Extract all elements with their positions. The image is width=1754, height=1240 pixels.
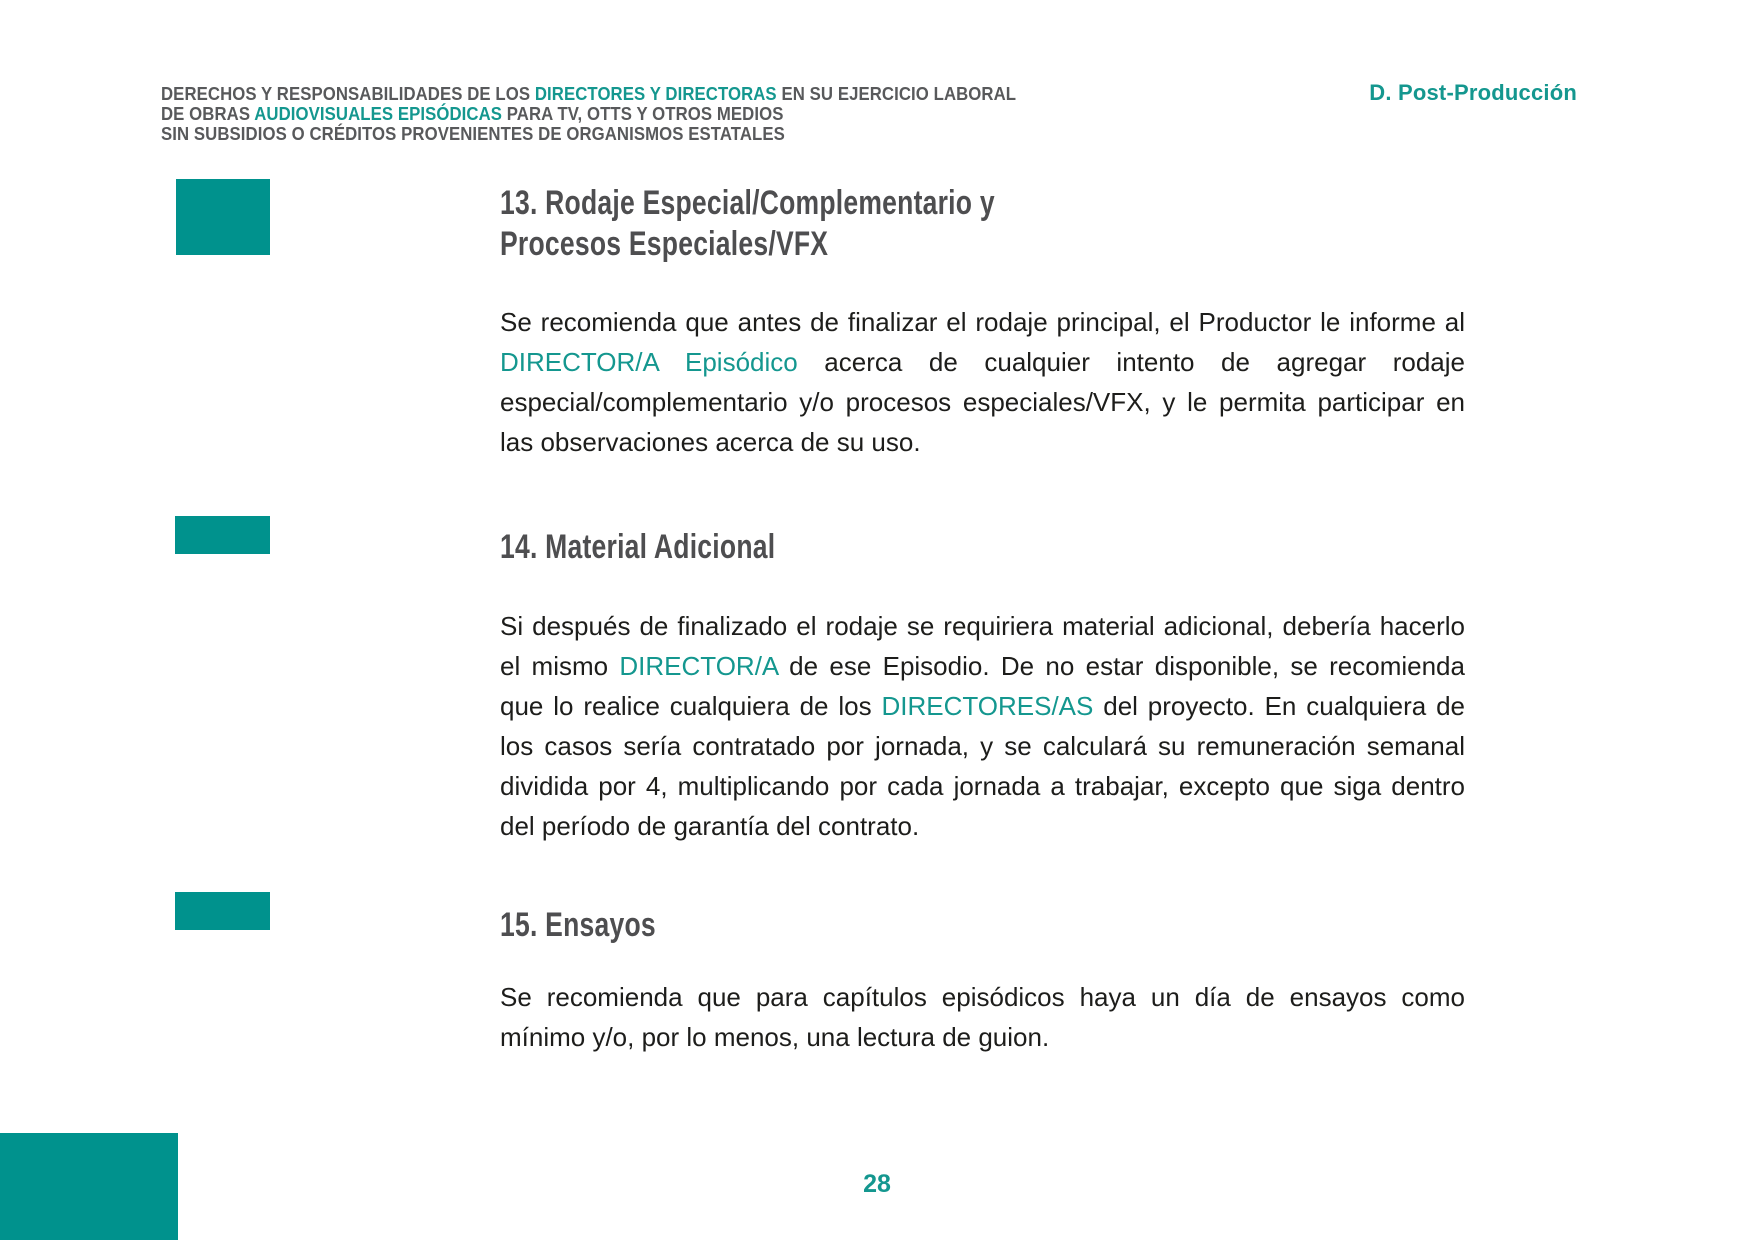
directores-as-highlight: DIRECTORES/AS [881, 691, 1094, 721]
page-number: 28 [863, 1170, 891, 1198]
header-text: DE OBRAS [161, 104, 255, 124]
section-15-heading-line1: 15. Ensayos [500, 906, 656, 944]
header-text: EN SU EJERCICIO LABORAL [776, 84, 1017, 104]
header-line-3: SIN SUBSIDIOS O CRÉDITOS PROVENIENTES DE ORGANISMOS ESTATALES [161, 124, 785, 144]
section-14-heading-line1: 14. Material Adicional [500, 528, 776, 566]
document-title-header [161, 84, 1017, 144]
header-text: PARA TV, OTTS Y OTROS MEDIOS [502, 104, 784, 124]
section-14-paragraph [500, 606, 1465, 846]
paragraph-text: acerca de cualquier intento de agregar rodaje especial/complementario y/o procesos especiales/VFX, y le permita participar en las observaciones acerca de su uso. [500, 347, 1465, 457]
header-highlight-directores: DIRECTORES Y DIRECTORAS [534, 84, 777, 104]
chapter-label: D. Post-Producción [1369, 80, 1577, 105]
paragraph-text: Se recomienda que para capítulos episódicos haya un día de ensayos como mínimo y/o, por lo menos, una lectura de guion. [500, 982, 1465, 1052]
header-line-2 [161, 104, 998, 124]
director-episodico-highlight: DIRECTOR/A Episódico [500, 347, 798, 377]
section-13-heading-line1: 13. Rodaje Especial/Complementario y [500, 184, 995, 222]
section-13-heading [500, 183, 1600, 265]
paragraph-text: del proyecto. En cualquiera de los casos sería contratado por jornada, y se calculará su remuneración semanal dividida por 4, multiplicando por cada jornada a trabajar, excepto que siga dentro del período de garantía del contrato. [500, 691, 1465, 841]
section-13-heading-line2: Procesos Especiales/VFX [500, 225, 829, 263]
header-text: DERECHOS Y RESPONSABILIDADES DE LOS [161, 84, 535, 104]
section-13-paragraph [500, 302, 1465, 462]
bottom-left-corner-block [0, 1133, 178, 1240]
section-14-heading [500, 527, 1600, 568]
paragraph-text: Si después de finalizado el rodaje se requiriera material adicional, debería hacerlo el mismo [500, 611, 1465, 681]
header-highlight-audiovisuales: AUDIOVISUALES EPISÓDICAS [254, 104, 503, 124]
section-15-paragraph [500, 977, 1465, 1057]
section-15-marker [175, 892, 270, 930]
section-13-marker [176, 179, 270, 255]
section-14-marker [175, 516, 270, 554]
header-line-1 [161, 84, 1017, 104]
paragraph-text: Se recomienda que antes de finalizar el rodaje principal, el Productor le informe al [500, 307, 1465, 337]
director-highlight: DIRECTOR/A [619, 651, 778, 681]
paragraph-text: de ese Episodio. De no estar disponible, se recomienda que lo realice cualquiera de los [500, 651, 1465, 721]
section-15-heading [500, 905, 1600, 946]
